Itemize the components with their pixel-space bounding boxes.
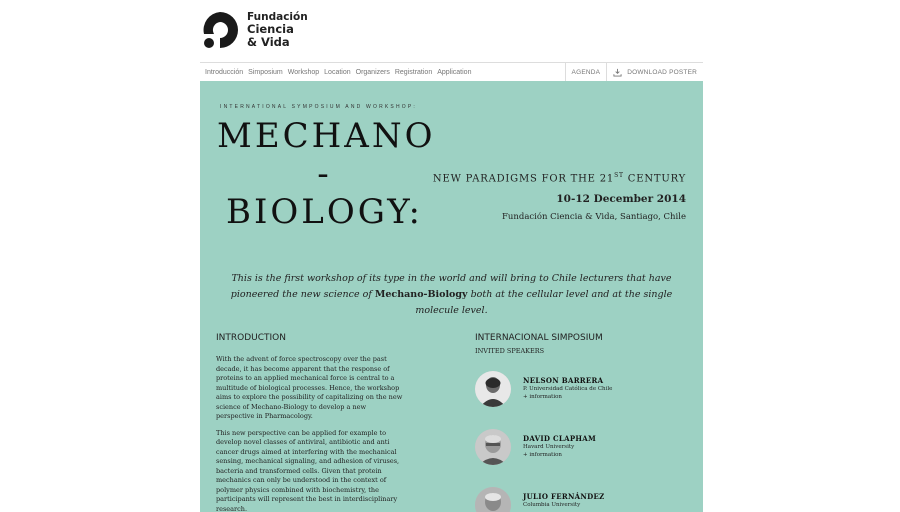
nav-link-workshop[interactable]: Workshop (287, 68, 320, 76)
speaker-card[interactable] (475, 429, 685, 469)
download-icon (613, 68, 622, 77)
lead-bold: Mechano-Biology (374, 289, 468, 300)
speaker-card[interactable] (475, 487, 685, 512)
logo-line-3: & Vida (247, 35, 290, 49)
symposium-section (475, 333, 685, 508)
speaker-name: JULIO FERNÁNDEZ (523, 492, 605, 501)
event-kicker: INTERNATIONAL SYMPOSIUM AND WORKSHOP: (220, 104, 417, 110)
title-line-1: MECHANO (217, 116, 436, 156)
nav-link-organizers[interactable]: Organizers (355, 68, 390, 76)
speaker-more-info-link[interactable]: + information (523, 394, 562, 400)
speaker-name: NELSON BARRERA (523, 376, 604, 385)
nav-link-introduccion[interactable]: Introducción (205, 68, 244, 76)
site-header (200, 0, 703, 62)
main-nav (200, 62, 703, 81)
event-title (217, 116, 436, 232)
title-line-2: - (317, 154, 332, 194)
speaker-card[interactable] (475, 371, 685, 411)
lead-text-1: This is the first workshop of its type in the world and will bring to Chile lecturers that have pioneered the new science of (230, 273, 672, 300)
symposium-heading: INTERNACIONAL SIMPOSIUM (475, 333, 603, 343)
nav-link-registration[interactable]: Registration (394, 68, 433, 76)
speaker-name: DAVID CLAPHAM (523, 434, 597, 443)
speaker-photo-icon (475, 429, 511, 465)
event-subtitle (433, 169, 686, 186)
nav-actions (565, 63, 703, 81)
download-poster-label: DOWNLOAD POSTER (627, 68, 697, 76)
agenda-link[interactable] (565, 63, 607, 81)
fundacion-logo-icon[interactable] (200, 10, 242, 50)
event-dates: 10-12 December 2014 (556, 193, 686, 206)
agenda-label: AGENDA (571, 68, 601, 76)
nav-link-application[interactable]: Application (437, 68, 472, 76)
nav-links (200, 69, 476, 76)
subtitle-tail: CENTURY (623, 173, 686, 185)
download-poster-link[interactable] (606, 63, 703, 81)
invited-speakers-label: INVITED SPEAKERS (475, 347, 545, 355)
event-subtitle-block (433, 169, 686, 222)
hero-panel (200, 81, 703, 512)
speaker-institution: P. Universidad Católica de Chile (523, 386, 613, 392)
lead-text-2: both at the cellular level and at the single molecule level. (415, 289, 673, 316)
introduction-section (216, 333, 406, 512)
title-line-3: BIOLOGY: (225, 192, 423, 232)
speaker-more-info-link[interactable]: + information (523, 452, 562, 458)
speaker-photo-icon (475, 371, 511, 407)
introduction-paragraph-2: This new perspective can be applied for example to develop novel classes of antiviral, antibiotic and anti cancer drugs aimed at interfering with the mechanical sensing, mechanical signaling, and adhesion of viruses, bacteria and transformed cells. Given that protein mechanics can only be understood in the context of polymer physics combined with biochemistry, the participants will represent the best in interdisciplinary research. (216, 428, 400, 512)
lead-paragraph (220, 271, 683, 319)
introduction-heading: INTRODUCTION (216, 333, 286, 343)
logo-wordmark[interactable] (247, 11, 308, 49)
speaker-institution: Columbia University (523, 502, 581, 508)
speaker-photo-icon (475, 487, 511, 512)
nav-link-simposium[interactable]: Simposium (248, 68, 283, 76)
nav-link-location[interactable]: Location (324, 68, 351, 76)
speaker-institution: Havard University (523, 444, 575, 450)
introduction-paragraph-1: With the advent of force spectroscopy over the past decade, it has become apparent that the response of proteins to an applied mechanical force is central to a multitude of biological processes. Hence, the workshop aims to explore the possibility of capitalizing on the new science of Mechano-Biology to develop a new perspective in Pharmacology. (216, 355, 403, 420)
subtitle-text: NEW PARADIGMS FOR THE 21 (432, 173, 615, 185)
logo-line-1: Fundación (247, 11, 308, 23)
avatar (475, 371, 511, 407)
subtitle-superscript: ST (614, 172, 624, 179)
event-venue: Fundación Ciencia & Vida, Santiago, Chile (502, 212, 686, 223)
avatar (475, 429, 511, 465)
logo-line-2: Ciencia (247, 22, 294, 36)
avatar (475, 487, 511, 512)
